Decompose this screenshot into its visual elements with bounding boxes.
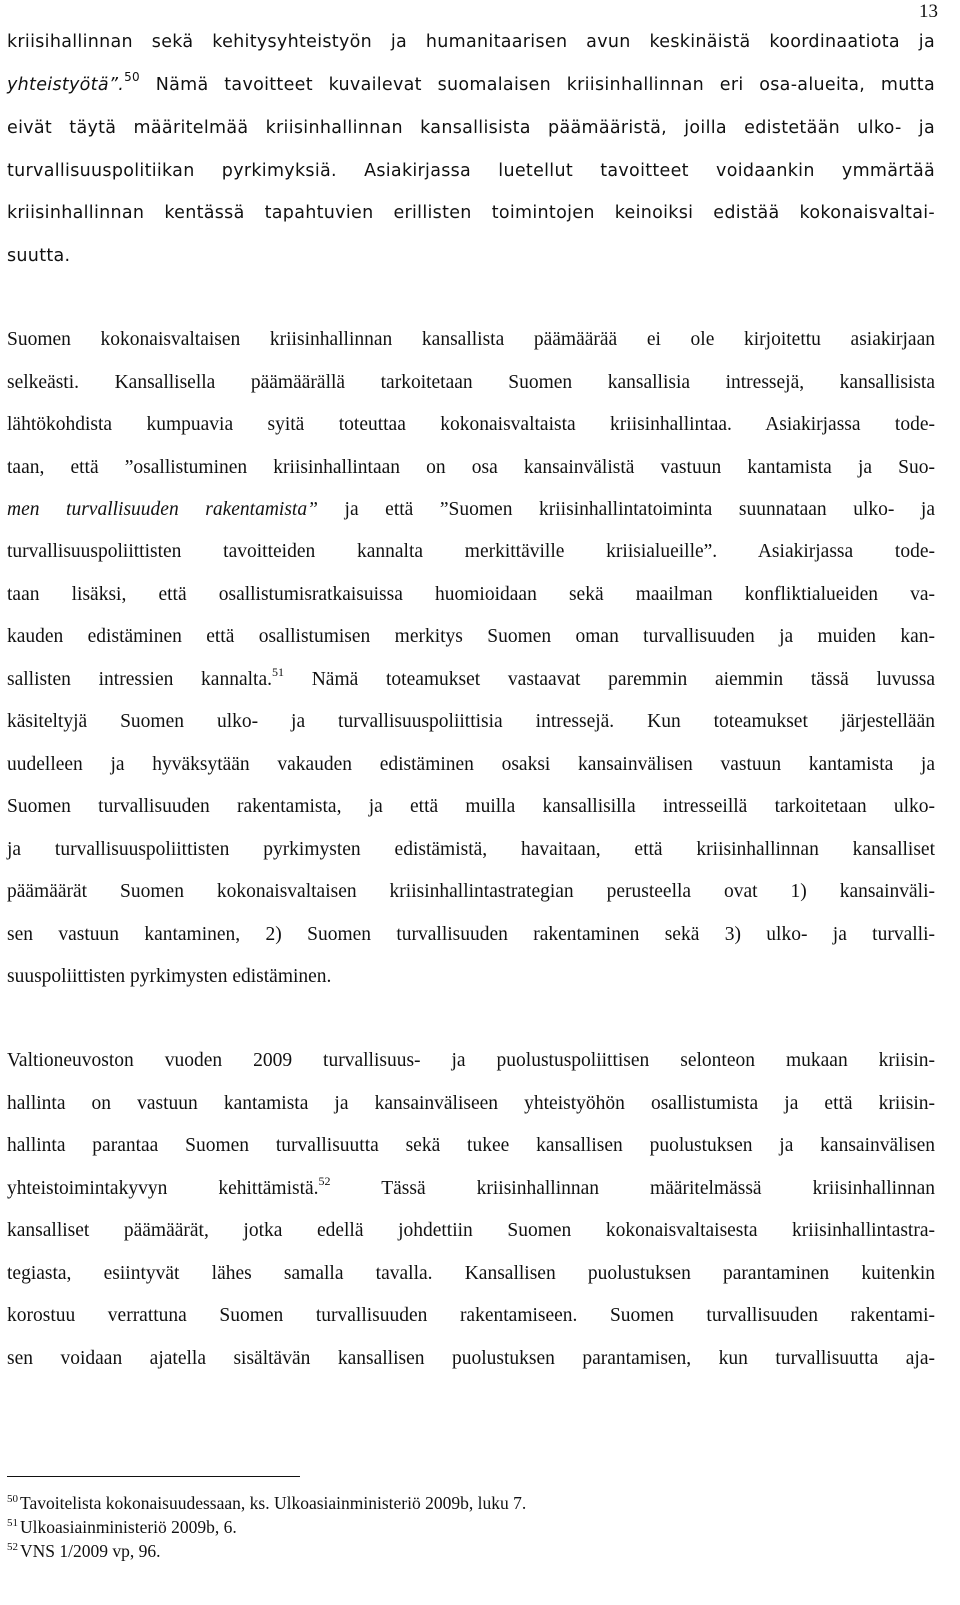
paragraph-2-line-8: kauden edistäminen että osallistumisen merkitys Suomen oman turvallisuuden ja muiden kan- [7,626,935,647]
paragraph-1-line-3: eivät täytä määritelmää kriisinhallinnan kansallisista päämääristä, joilla edistetään ulko- ja [7,118,935,138]
footnote-ref-52: 52 [318,1173,331,1188]
paragraph-2-line-1: Suomen kokonaisvaltaisen kriisinhallinnan kansallista päämäärää ei ole kirjoitettu asiakirjaan [7,329,935,350]
paragraph-3-line-7: korostuu verrattuna Suomen turvallisuuden rakentamiseen. Suomen turvallisuuden rakentami- [7,1305,935,1326]
paragraph-2-line-4: taan, että ”osallistuminen kriisinhallintaan on osa kansainvälistä vastuun kantamista ja Suo- [7,457,935,478]
paragraph-2-line-9-start: sallisten intressien kannalta. [7,669,272,690]
paragraph-2-line-7: taan lisäksi, että osallistumisratkaisuissa huomioidaan sekä maailman konfliktialueiden va- [7,584,935,605]
quoted-goal-end: yhteistyötä”. [7,75,125,95]
footnote-text: Ulkoasiainministeriö 2009b, 6. [20,1517,237,1537]
paragraph-2-line-9-end: Nämä toteamukset vastaavat paremmin aiemmin tässä luvussa [311,669,936,690]
paragraph-3-line-6: tegiasta, esiintyvät lähes samalla tavalla. Kansallisen puolustuksen parantaminen kuitenkin [7,1263,935,1284]
page-number: 13 [919,1,938,22]
footnote-ref-50: 50 [124,70,140,85]
paragraph-2-line-13: ja turvallisuuspoliittisten pyrkimysten edistämistä, havaitaan, että kriisinhallinnan kansalliset [7,839,935,860]
paragraph-1-line-4: turvallisuuspolitiikan pyrkimyksiä. Asiakirjassa luetellut tavoitteet voidaankin ymmärtää [7,161,935,181]
paragraph-2-line-12: Suomen turvallisuuden rakentamista, ja että muilla kansallisilla intresseillä tarkoitetaan ulko- [7,796,935,817]
quoted-phrase-end: men turvallisuuden rakentamista” [7,499,318,520]
footnote-50 [7,1492,907,1514]
footnote-text: VNS 1/2009 vp, 96. [20,1541,161,1561]
paragraph-2-line-9 [7,666,935,694]
footnote-separator [7,1476,300,1477]
paragraph-3-line-4-end: Tässä kriisinhallinnan määritelmässä kriisinhallinnan [381,1178,935,1199]
paragraph-2-line-15: sen vastuun kantaminen, 2) Suomen turvallisuuden rakentaminen sekä 3) ulko- ja turvalli- [7,924,935,945]
paragraph-1-line-2-text: Nämä tavoitteet kuvailevat suomalaisen kriisinhallinnan eri osa-alueita, mutta [155,75,935,95]
paragraph-2-line-2: selkeästi. Kansallisella päämäärällä tarkoitetaan Suomen kansallisia intressejä, kansallisista [7,372,935,393]
paragraph-3-line-5: kansalliset päämäärät, jotka edellä johdettiin Suomen kokonaisvaltaisesta kriisinhallintastra- [7,1220,935,1241]
paragraph-3-line-2: hallinta on vastuun kantamista ja kansainväliseen yhteistyöhön osallistumista ja että kriisin- [7,1093,935,1114]
paragraph-1-line-1: kriisihallinnan sekä kehitysyhteistyön ja humanitaarisen avun keskinäistä koordinaatiota ja [7,32,935,52]
paragraph-2-line-16: suuspoliittisten pyrkimysten edistäminen. [7,966,332,987]
paragraph-2-line-3: lähtökohdista kumpuavia syitä toteuttaa kokonaisvaltaista kriisinhallintaa. Asiakirjassa tode- [7,414,935,435]
paragraph-2-line-6: turvallisuuspoliittisten tavoitteiden kannalta merkittäville kriisialueille”. Asiakirjassa tode- [7,541,935,562]
paragraph-3-line-8: sen voidaan ajatella sisältävän kansallisen puolustuksen parantamisen, kun turvallisuutta aja- [7,1348,935,1369]
footnote-number: 52 [7,1541,18,1554]
footnote-52 [7,1540,907,1562]
footnote-number: 51 [7,1517,18,1530]
paragraph-2-line-5 [7,496,935,524]
paragraph-2-line-10: käsiteltyjä Suomen ulko- ja turvallisuuspoliittisia intressejä. Kun toteamukset järjestellään [7,711,935,732]
paragraph-3-line-3: hallinta parantaa Suomen turvallisuutta sekä tukee kansallisen puolustuksen ja kansainvälisen [7,1135,935,1156]
paragraph-1-line-2 [7,71,935,99]
paragraph-3-line-1: Valtioneuvoston vuoden 2009 turvallisuus- ja puolustuspoliittisen selonteon mukaan kriisin- [7,1050,935,1071]
footnote-51 [7,1516,907,1538]
footnote-ref-51: 51 [272,664,284,679]
paragraph-2-line-14: päämäärät Suomen kokonaisvaltaisen kriisinhallintastrategian perusteella ovat 1) kansainväli- [7,881,935,902]
paragraph-3-line-4 [7,1175,935,1203]
paragraph-2-line-5-text: ja että ”Suomen kriisinhallintatoiminta suunnataan ulko- ja [344,499,935,520]
paragraph-1-line-5: kriisinhallinnan kentässä tapahtuvien erillisten toimintojen keinoiksi edistää kokonaisvaltai- [7,203,935,223]
paragraph-1-line-6: suutta. [7,246,71,266]
paragraph-2-line-11: uudelleen ja hyväksytään vakauden edistäminen osaksi kansainvälisen vastuun kantamista ja [7,754,935,775]
footnote-number: 50 [7,1493,18,1506]
footnote-text: Tavoitelista kokonaisuudessaan, ks. Ulkoasiainministeriö 2009b, luku 7. [20,1493,527,1513]
paragraph-3-line-4-start: yhteistoimintakyvyn kehittämistä. [7,1178,319,1199]
